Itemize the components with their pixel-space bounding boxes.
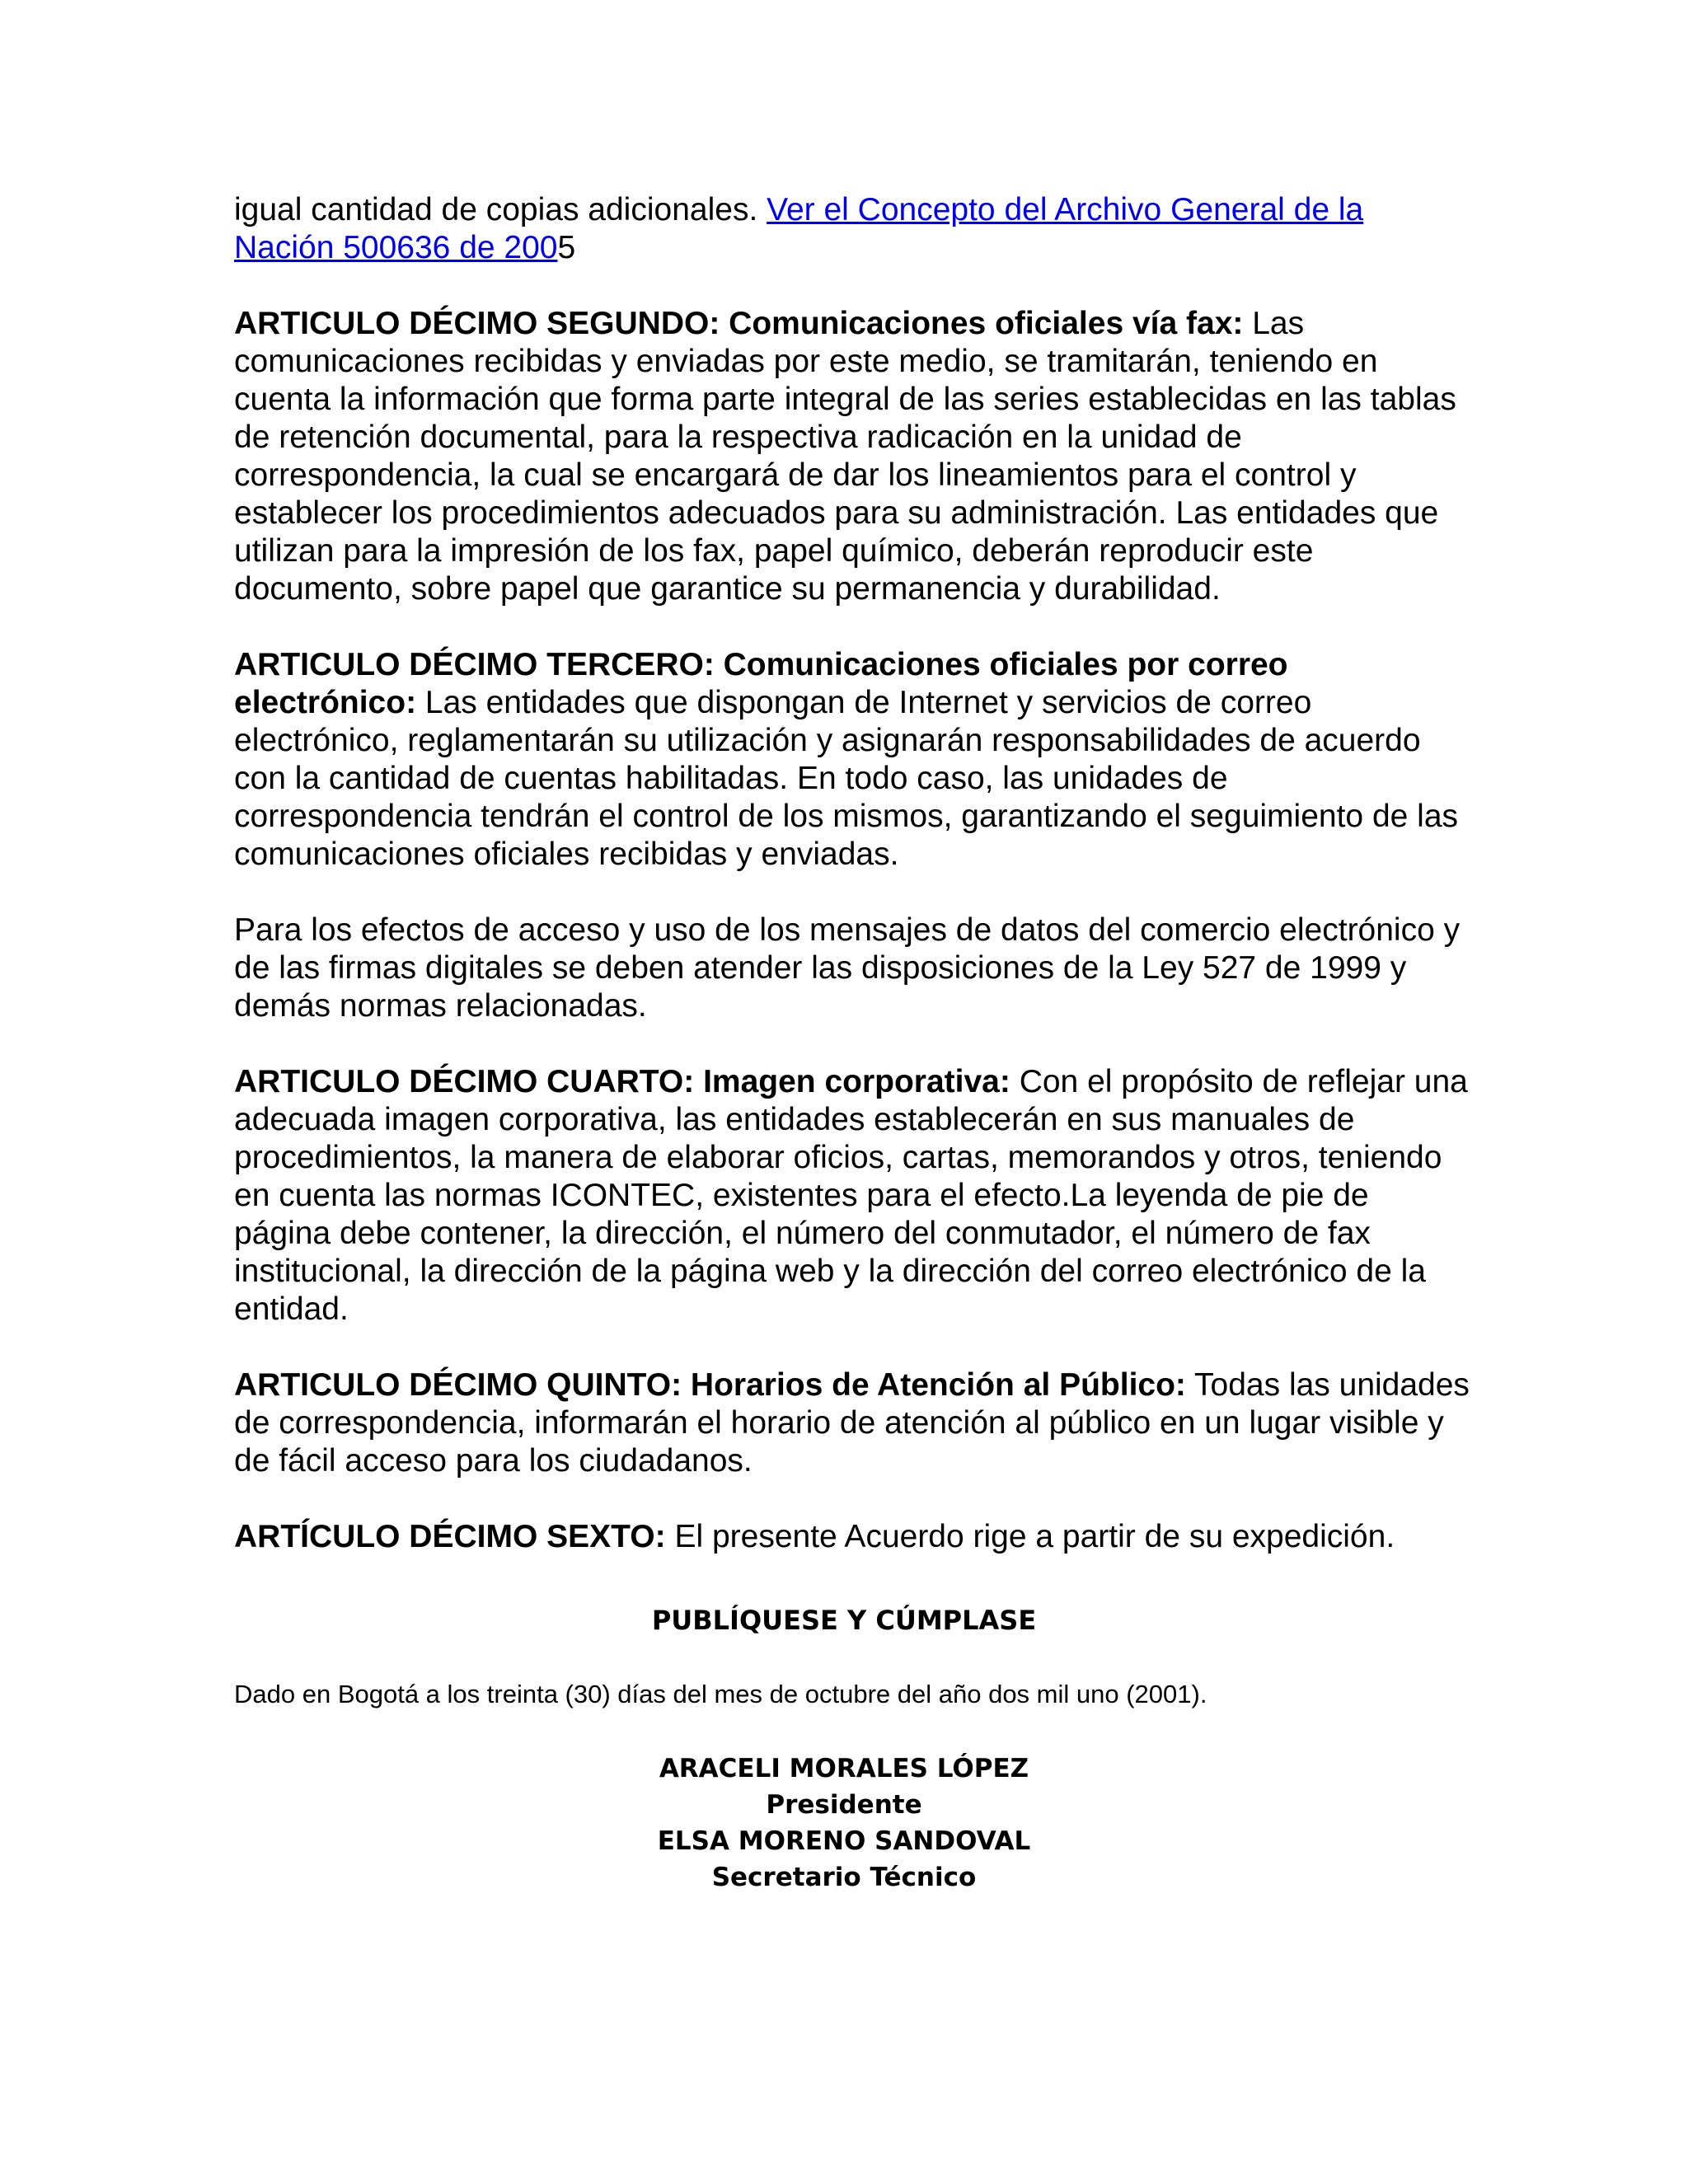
article-14-heading: ARTICULO DÉCIMO CUARTO: Imagen corporativa: — [234, 1064, 1010, 1099]
signer2-name: ELSA MORENO SANDOVAL — [657, 1826, 1031, 1856]
article-15-heading: ARTICULO DÉCIMO QUINTO: Horarios de Atención al Público: — [234, 1367, 1186, 1403]
signature-block — [234, 1750, 1454, 1896]
article-12 — [234, 305, 1470, 608]
article-16 — [234, 1518, 1470, 1556]
article-15-body: Todas las unidades de correspondencia, informarán el horario de atención al público en un lugar visible y de fácil acceso para los ciudadanos. — [234, 1367, 1470, 1479]
article-14 — [234, 1063, 1470, 1329]
article-13-paragraph-2 — [234, 912, 1470, 1025]
document-body — [234, 191, 1470, 1594]
signer1-name: ARACELI MORALES LÓPEZ — [659, 1754, 1029, 1783]
article-13-body: Las entidades que dispongan de Internet y servicios de correo electrónico, reglamentarán su utilización y asignarán responsabilidades de acuerdo con la cantidad de cuentas habilitadas. En todo caso, las unidades de correspondencia tendrán el control de los mismos, garantizando el seguimiento de las comunicaciones oficiales recibidas y enviadas. — [234, 685, 1459, 872]
fragment-text: igual cantidad de copias adicionales. — [234, 192, 767, 227]
article-12-body: Las comunicaciones recibidas y enviadas por este medio, se tramitarán, teniendo en cuenta la información que forma parte integral de las series establecidas en las tablas de retención documental, para la respectiva radicación en la unidad de correspondencia, la cual se encargará de dar los lineamientos para el control y establecer los procedimientos adecuados para su administración. Las entidades que utilizan para la impresión de los fax, papel químico, deberán reproducir este documento, sobre papel que garantice su permanencia y durabilidad. — [234, 306, 1456, 607]
fragment-tail: 5 — [557, 230, 576, 265]
article-15 — [234, 1366, 1470, 1480]
article-16-heading: ARTÍCULO DÉCIMO SEXTO: — [234, 1519, 666, 1554]
article-16-body: El presente Acuerdo rige a partir de su expedición. — [665, 1519, 1395, 1554]
article-13-heading: ARTICULO DÉCIMO TERCERO: Comunicaciones oficiales por correo electrónico: — [234, 647, 1288, 720]
signer2-role: Secretario Técnico — [711, 1863, 977, 1892]
concepto-archivo-link[interactable]: Ver el Concepto del Archivo General de la Nación 500636 de 200 — [234, 192, 1364, 265]
article-13-paragraph-2-body: Para los efectos de acceso y uso de los mensajes de datos del comercio electrónico y de las firmas digitales se deben atender las disposiciones de la Ley 527 de 1999 y demás normas relacionadas. — [234, 912, 1461, 1024]
publiquese-heading: PUBLÍQUESE Y CÚMPLASE — [651, 1605, 1037, 1636]
signer1-role: Presidente — [766, 1790, 922, 1820]
article-14-body: Con el propósito de reflejar una adecuada imagen corporativa, las entidades establecerán en sus manuales de procedimientos, la manera de elaborar oficios, cartas, memorandos y otros, teniendo en cuenta las normas ICONTEC, existentes para el efecto.La leyenda de pie de página debe contener, la dirección, el número del conmutador, el número de fax institucional, la dirección de la página web y la dirección del correo electrónico de la entidad. — [234, 1064, 1468, 1327]
dado-line: Dado en Bogotá a los treinta (30) días del mes de octubre del año dos mil uno (2001). — [234, 1680, 1207, 1708]
article-13 — [234, 646, 1470, 874]
article-12-heading: ARTICULO DÉCIMO SEGUNDO: Comunicaciones oficiales vía fax: — [234, 306, 1244, 341]
fragment-paragraph — [234, 191, 1470, 267]
